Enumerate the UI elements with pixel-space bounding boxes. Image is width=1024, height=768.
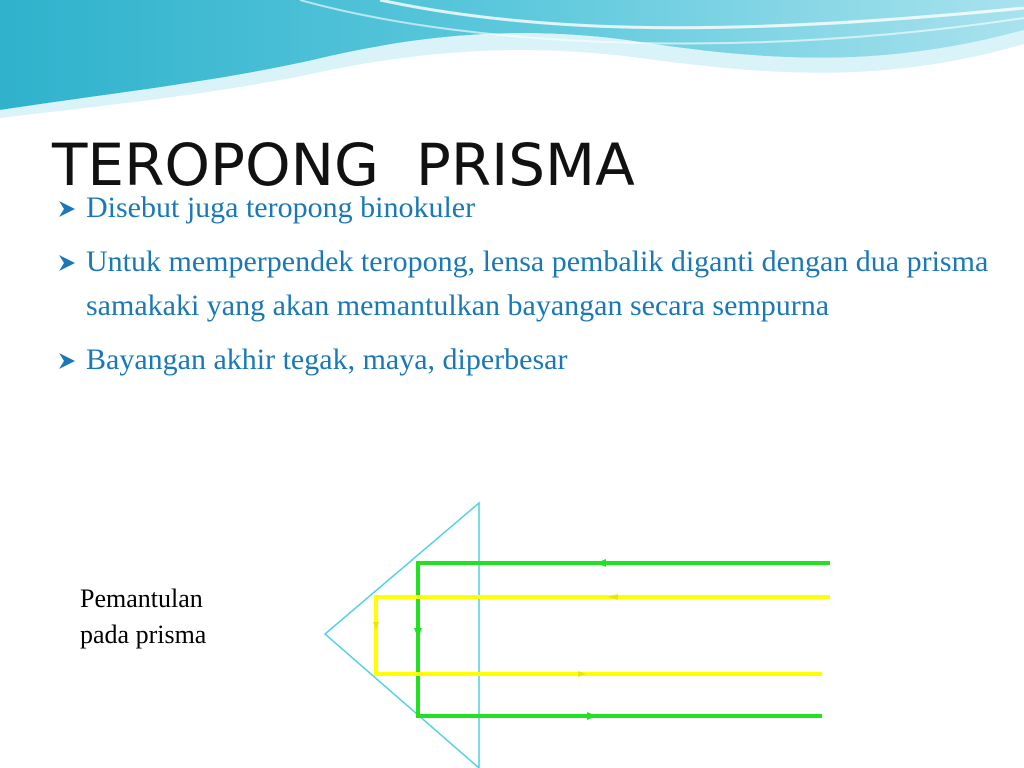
caption-line: Pemantulan bbox=[80, 584, 203, 613]
bullet-item bbox=[56, 186, 1006, 230]
bullet-item bbox=[56, 338, 1006, 382]
green-ray bbox=[418, 563, 830, 716]
yellow-ray-arrow-icon bbox=[373, 622, 379, 630]
bullet-text: Untuk memperpendek teropong, lensa pembalik diganti dengan dua prisma samakaki yang akan memantulkan bayangan secara sempurna bbox=[86, 245, 989, 322]
green-ray-arrow-icon bbox=[596, 559, 606, 567]
bullet-text: Disebut juga teropong binokuler bbox=[86, 191, 476, 224]
bullet-item bbox=[56, 240, 1006, 328]
yellow-ray-arrow-icon bbox=[578, 671, 586, 677]
green-ray-arrow-icon bbox=[414, 628, 422, 638]
diagram-caption bbox=[80, 581, 206, 653]
slide-title: TEROPONG PRISMA bbox=[52, 131, 635, 199]
caption-line: pada prisma bbox=[80, 620, 207, 649]
green-ray-arrow-icon bbox=[587, 712, 597, 720]
yellow-ray-arrow-icon bbox=[608, 594, 618, 600]
prism-outline bbox=[325, 503, 479, 768]
arrow-bullet-icon bbox=[56, 350, 78, 372]
bullet-text: Bayangan akhir tegak, maya, diperbesar bbox=[86, 343, 568, 376]
arrow-bullet-icon bbox=[56, 198, 78, 220]
header-wave-decoration bbox=[0, 0, 1024, 120]
arrow-bullet-icon bbox=[56, 252, 78, 274]
bullet-list bbox=[56, 186, 1006, 392]
yellow-ray bbox=[376, 597, 830, 674]
